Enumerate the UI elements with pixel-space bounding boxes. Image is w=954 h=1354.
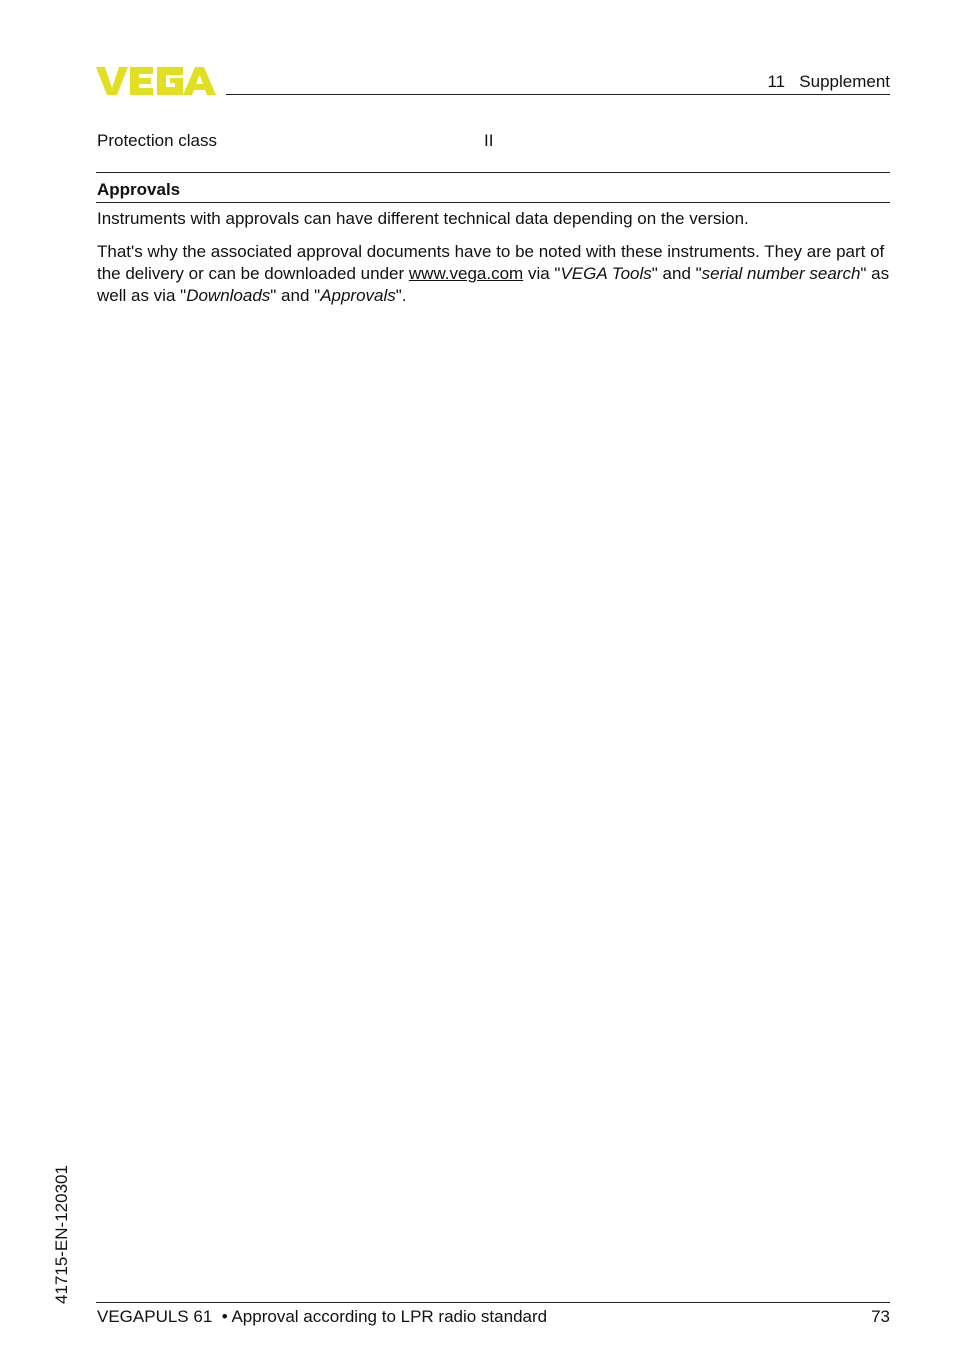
heading-underline bbox=[96, 202, 890, 203]
paragraph-text: " as well as via " bbox=[97, 264, 890, 305]
vega-logo bbox=[96, 64, 220, 98]
paragraph-text: via " bbox=[523, 264, 561, 283]
section-title: 11 Supplement bbox=[767, 72, 890, 91]
protection-class-label: Protection class bbox=[97, 131, 217, 150]
footer-title: VEGAPULS 61 • Approval according to LPR radio standard bbox=[97, 1307, 548, 1326]
footer-rule bbox=[96, 1302, 890, 1303]
approvals-paragraph-1: Instruments with approvals can have different technical data depending on the version. bbox=[97, 209, 749, 228]
approvals-heading: Approvals bbox=[97, 180, 181, 199]
paragraph-text: That's why the associated approval documents have to be noted with these instruments. They are part of the delivery or can be downloaded under bbox=[97, 242, 885, 283]
vega-tools-term: VEGA Tools bbox=[560, 264, 652, 283]
paragraph-text: " and " bbox=[270, 286, 321, 305]
approvals-term: Approvals bbox=[320, 286, 396, 305]
paragraph-text: ". bbox=[395, 286, 407, 305]
paragraph-text: " and " bbox=[651, 264, 702, 283]
document-code: 41715-EN-120301 bbox=[52, 1165, 71, 1304]
section-divider bbox=[96, 172, 890, 173]
vega-website-link[interactable]: www.vega.com bbox=[408, 264, 524, 283]
header-rule bbox=[226, 94, 890, 95]
protection-class-value: II bbox=[484, 131, 494, 150]
page-number: 73 bbox=[871, 1307, 890, 1326]
serial-number-search-term: serial number search bbox=[701, 264, 861, 283]
approvals-paragraph-2 bbox=[97, 241, 890, 307]
downloads-term: Downloads bbox=[186, 286, 271, 305]
